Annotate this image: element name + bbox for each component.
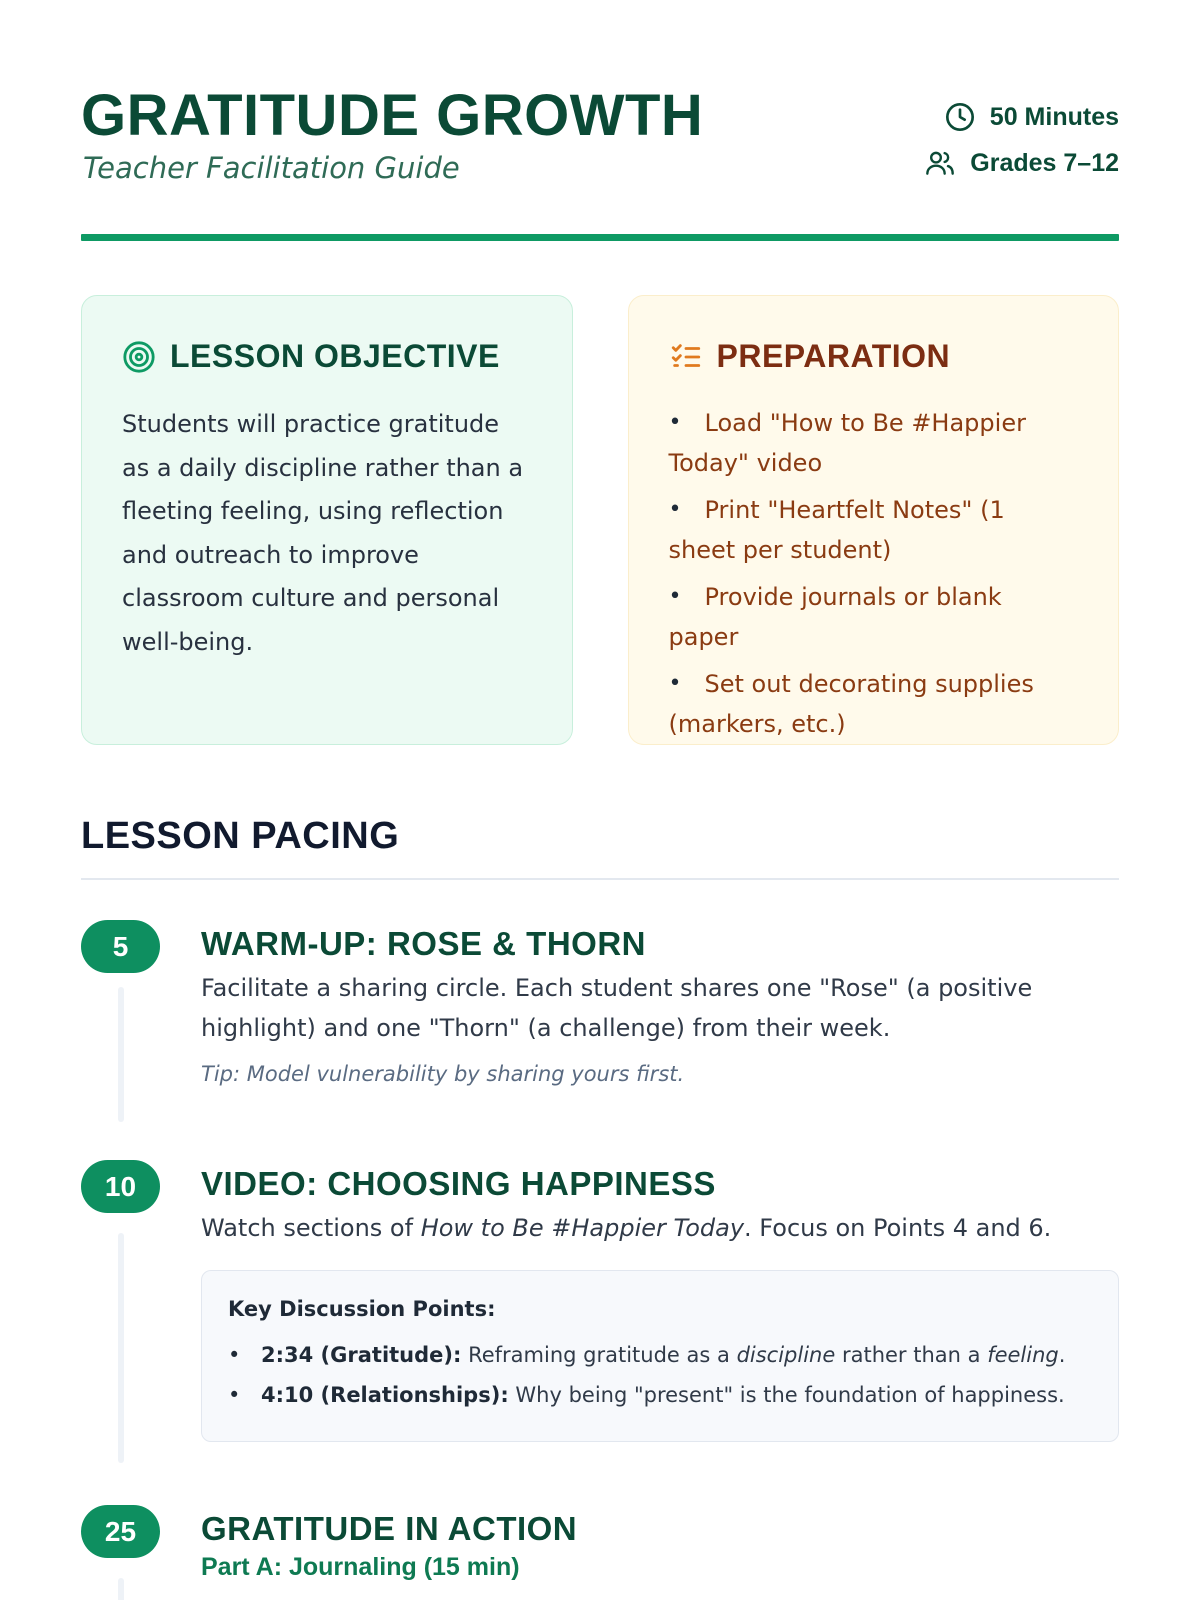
preparation-item: • Provide journals or blank paper — [669, 577, 1079, 657]
description-text: Watch sections of — [201, 1214, 421, 1242]
key-discussion-points-title: Key Discussion Points: — [228, 1297, 496, 1321]
minutes-badge: 25 — [81, 1505, 160, 1558]
pacing-step-gratitude-in-action — [81, 1505, 1119, 1600]
grades-row — [924, 140, 1119, 186]
point-text: Why being "present" is the foundation of happiness. — [508, 1383, 1065, 1407]
page-title: GRATITUDE GROWTH — [81, 83, 704, 148]
step-title: WARM-UP: ROSE & THORN — [201, 925, 646, 962]
preparation-list — [669, 403, 1079, 744]
step-body — [201, 924, 1119, 1086]
duration-row — [924, 94, 1119, 140]
users-icon — [924, 147, 956, 179]
step-subtitle: Part A: Journaling (15 min) — [201, 1553, 520, 1581]
discussion-point — [228, 1335, 1092, 1375]
point-emphasis: discipline — [736, 1343, 836, 1367]
minutes-badge: 5 — [81, 920, 160, 973]
discussion-point — [228, 1375, 1092, 1415]
timeline-rail — [118, 1578, 124, 1600]
point-text: rather than a — [835, 1343, 988, 1367]
step-description — [201, 1208, 1119, 1248]
timestamp-label: 4:10 (Relationships): — [261, 1383, 509, 1407]
pacing-step-warm-up — [81, 920, 1119, 1125]
duration-label: 50 Minutes — [989, 102, 1119, 131]
lesson-pacing-divider — [81, 878, 1119, 880]
step-body — [201, 1509, 1119, 1582]
preparation-header — [669, 338, 1079, 375]
step-title: GRATITUDE IN ACTION — [201, 1510, 578, 1547]
lesson-pacing-heading: LESSON PACING — [81, 815, 400, 857]
lesson-objective-text: Students will practice gratitude as a daily discipline rather than a fleeting feeling, using reflection and outreach to improve classroom culture and personal well-being. — [122, 410, 524, 656]
preparation-item: • Print "Heartfelt Notes" (1 sheet per student) — [669, 490, 1079, 570]
info-cards — [81, 295, 1119, 745]
target-icon — [122, 340, 156, 374]
timestamp-label: 2:34 (Gratitude): — [261, 1343, 462, 1367]
step-tip: Tip: Model vulnerability by sharing yours first. — [201, 1062, 685, 1086]
description-text: . Focus on Points 4 and 6. — [744, 1214, 1052, 1242]
lesson-objective-header — [122, 338, 532, 375]
pacing-step-video — [81, 1160, 1119, 1465]
minutes-badge: 10 — [81, 1160, 160, 1213]
lesson-meta — [924, 94, 1119, 186]
preparation-item: • Set out decorating supplies (markers, etc.) — [669, 664, 1079, 744]
clock-icon — [944, 101, 976, 133]
checklist-icon — [669, 340, 703, 374]
timeline-rail — [118, 987, 124, 1122]
grades-label: Grades 7–12 — [970, 148, 1119, 177]
lesson-objective-card — [81, 295, 573, 745]
video-title: How to Be #Happier Today — [420, 1214, 745, 1242]
page-subtitle: Teacher Facilitation Guide — [83, 151, 460, 185]
step-title: VIDEO: CHOOSING HAPPINESS — [201, 1165, 716, 1202]
preparation-card — [628, 295, 1120, 745]
point-text: . — [1058, 1343, 1066, 1367]
step-body — [201, 1164, 1119, 1442]
header-divider — [81, 234, 1119, 241]
step-description: Facilitate a sharing circle. Each student shares one "Rose" (a positive highlight) and one "Thorn" (a challenge) from their week. — [201, 974, 1033, 1042]
point-emphasis: feeling — [987, 1343, 1059, 1367]
discussion-points-list — [228, 1335, 1092, 1415]
point-text: Reframing gratitude as a — [461, 1343, 737, 1367]
lesson-objective-title: LESSON OBJECTIVE — [170, 338, 500, 374]
preparation-item: • Load "How to Be #Happier Today" video — [669, 403, 1079, 483]
header — [81, 80, 1119, 240]
preparation-title: PREPARATION — [716, 338, 951, 374]
timeline-rail — [118, 1233, 124, 1463]
key-discussion-points-box — [201, 1270, 1119, 1442]
